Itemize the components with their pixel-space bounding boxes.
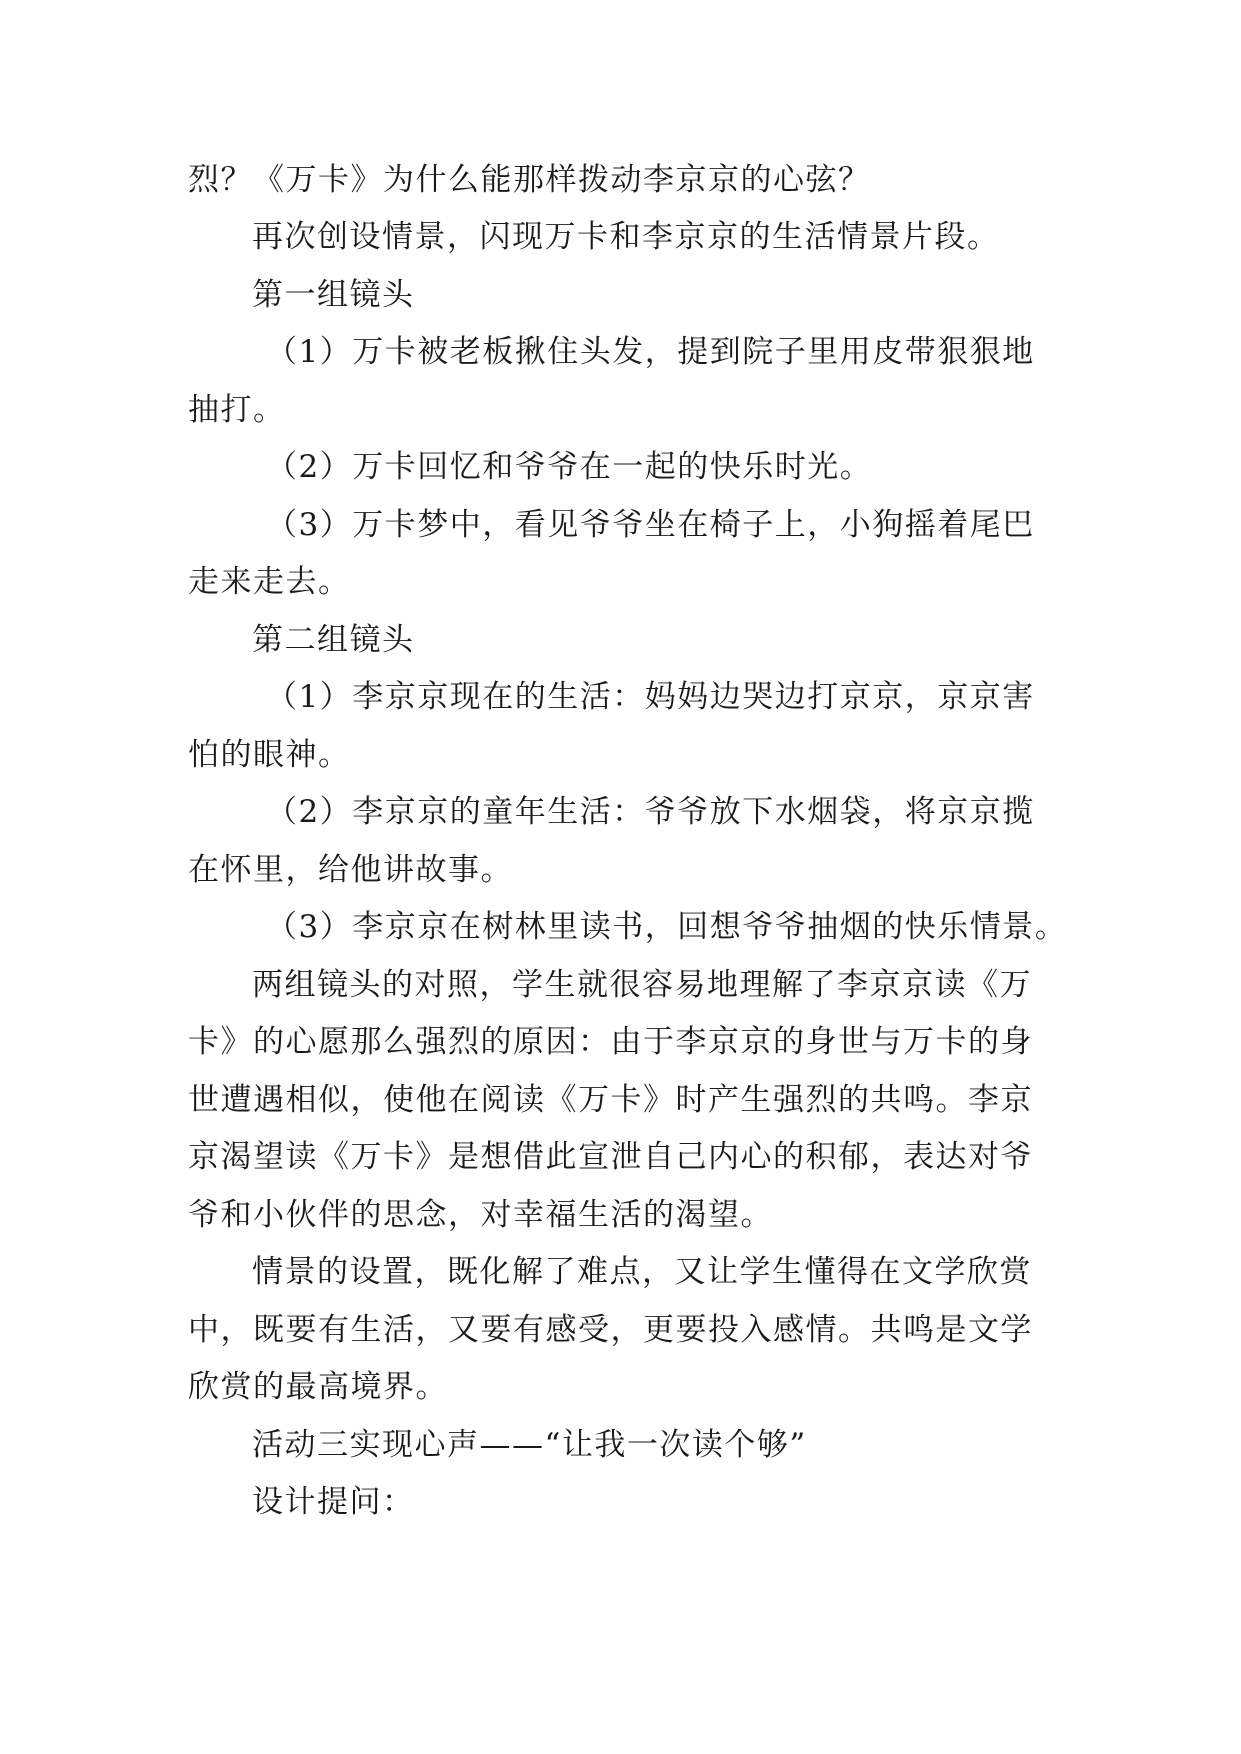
text-line: 走来走去。 (188, 564, 351, 600)
text-line: （1）李京京现在的生活：妈妈边哭边打京京，京京害 (266, 679, 1035, 715)
text-line: （2）万卡回忆和爷爷在一起的快乐时光。 (266, 449, 873, 485)
section-heading: 第一组镜头 (252, 277, 415, 313)
text-line: （1）万卡被老板揪住头发，提到院子里用皮带狠狠地 (266, 334, 1035, 370)
text-line: （2）李京京的童年生活：爷爷放下水烟袋，将京京揽 (266, 794, 1035, 830)
text-line: 欣赏的最高境界。 (188, 1369, 448, 1405)
text-line: 抽打。 (188, 392, 286, 428)
activity-heading: 活动三实现心声——“让我一次读个够” (252, 1427, 807, 1463)
text-line: 爷和小伙伴的思念，对幸福生活的渴望。 (188, 1197, 773, 1233)
text-line: 两组镜头的对照，学生就很容易地理解了李京京读《万 (252, 967, 1032, 1003)
text-line: 设计提问： (252, 1484, 415, 1520)
text-line: 世遭遇相似，使他在阅读《万卡》时产生强烈的共鸣。李京 (188, 1082, 1033, 1118)
text-line: 烈？《万卡》为什么能那样拨动李京京的心弦？ (188, 162, 871, 198)
text-line: 情景的设置，既化解了难点，又让学生懂得在文学欣赏 (252, 1254, 1032, 1290)
text-line: 再次创设情景，闪现万卡和李京京的生活情景片段。 (252, 219, 1000, 255)
text-line: 在怀里，给他讲故事。 (188, 852, 513, 888)
text-line: 怕的眼神。 (188, 737, 351, 773)
text-line: （3）李京京在树林里读书，回想爷爷抽烟的快乐情景。 (266, 909, 1068, 945)
text-line: 京渴望读《万卡》是想借此宣泄自己内心的积郁，表达对爷 (188, 1139, 1033, 1175)
text-line: 卡》的心愿那么强烈的原因：由于李京京的身世与万卡的身 (188, 1024, 1033, 1060)
section-heading: 第二组镜头 (252, 622, 415, 658)
text-line: （3）万卡梦中，看见爷爷坐在椅子上，小狗摇着尾巴 (266, 507, 1035, 543)
text-line: 中，既要有生活，又要有感受，更要投入感情。共鸣是文学 (188, 1312, 1033, 1348)
